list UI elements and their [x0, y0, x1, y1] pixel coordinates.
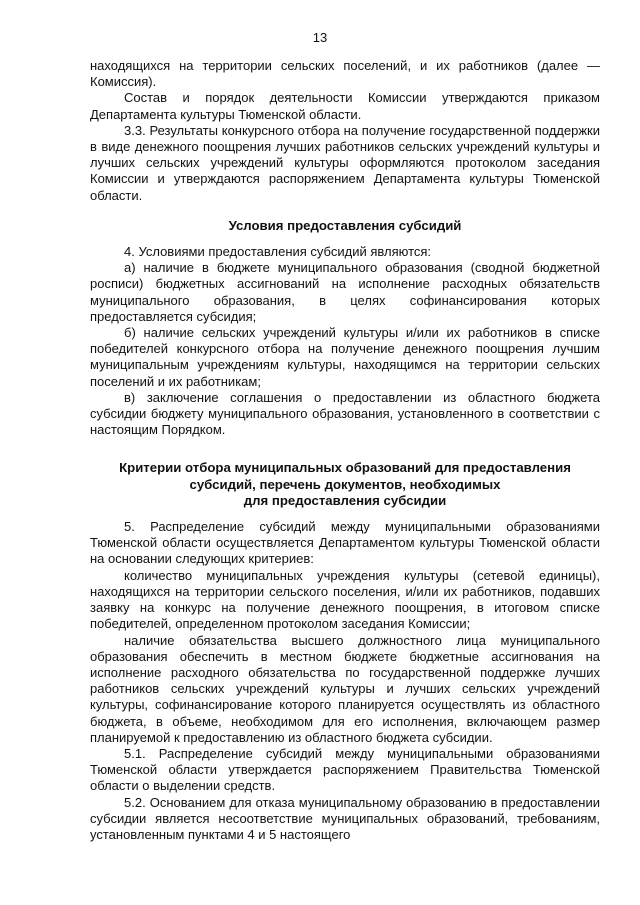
paragraph-5-2: 5.2. Основанием для отказа муниципальному образованию в предоставлении субсидии является несоответствие муниципальных образований, требованиям, установленным пунктами 4 и 5 настоящего — [90, 794, 600, 842]
section-heading-criteria-line2: субсидий, перечень документов, необходимых — [189, 476, 501, 492]
paragraph-commission-continued: находящихся на территории сельских поселений, и их работников (далее — Комиссия). — [90, 58, 600, 90]
page-number: 13 — [312, 30, 328, 45]
paragraph-5: 5. Распределение субсидий между муниципальными образованиями Тюменской области осуществляется Департаментом культуры Тюменской области на основании следующих критериев: — [90, 519, 600, 567]
paragraph-3-3: 3.3. Результаты конкурсного отбора на получение государственной поддержки в виде денежного поощрения лучших работников сельских учреждений культуры и лучших сельских учреждений культуры оформляются протоколом заседания Комиссии и утверждаются распоряжением Департамента культуры Тюменской области. — [90, 122, 600, 203]
paragraph-commission-composition: Состав и порядок деятельности Комиссии утверждаются приказом Департамента культуры Тюменской области. — [90, 90, 600, 122]
section-heading-conditions: Условия предоставления субсидий — [228, 217, 462, 233]
paragraph-4-a: а) наличие в бюджете муниципального образования (сводной бюджетной росписи) бюджетных ассигнований на исполнение расходных обязательств муниципального образования, в целях софинансирования которых предоставляется субсидия; — [90, 260, 600, 324]
spacer — [90, 509, 600, 519]
paragraph-5-criterion-obligation: наличие обязательства высшего должностного лица муниципального образования обеспечить в местном бюджете бюджетные ассигнования на исполнение расходного обязательства по государственной поддержке лучших работников сельских учреждений культуры и лучших сельских учреждений культуры, софинансирование которого планируется осуществлять из областного бюджета, в объеме, необходимом для его исполнения, включающем размер планируемой к предоставлению из областного бюджета субсидии. — [90, 632, 600, 745]
paragraph-4: 4. Условиями предоставления субсидий являются: — [124, 244, 432, 260]
spacer — [90, 234, 600, 244]
section-heading-criteria-line3: для предоставления субсидии — [243, 492, 447, 508]
section-heading-criteria — [90, 460, 600, 509]
spacer — [90, 438, 600, 460]
paragraph-4-b: б) наличие сельских учреждений культуры и/или их работников в списке победителей конкурсного отбора на получение денежного поощрения лучшим муниципальным учреждениям культуры, находящимся на территории сельских поселений и их работникам; — [90, 325, 600, 389]
spacer — [90, 204, 600, 218]
document-body — [90, 58, 600, 843]
paragraph-5-criterion-count: количество муниципальных учреждения культуры (сетевой единицы), находящихся на территории сельского поселения, и/или их работников, подавших заявку на конкурс на получение денежного поощрения, в итоговом списке победителей, определенном протоколом заседания Комиссии; — [90, 567, 600, 632]
paragraph-5-1: 5.1. Распределение субсидий между муниципальными образованиями Тюменской области утверждается распоряжением Правительства Тюменской области о выделении средств. — [90, 745, 600, 794]
paragraph-4-c: в) заключение соглашения о предоставлении из областного бюджета субсидии бюджету муниципального образования, установленного в соответствии с настоящим Порядком. — [90, 389, 600, 438]
section-heading-criteria-line1: Критерии отбора муниципальных образований для предоставления — [119, 460, 571, 476]
